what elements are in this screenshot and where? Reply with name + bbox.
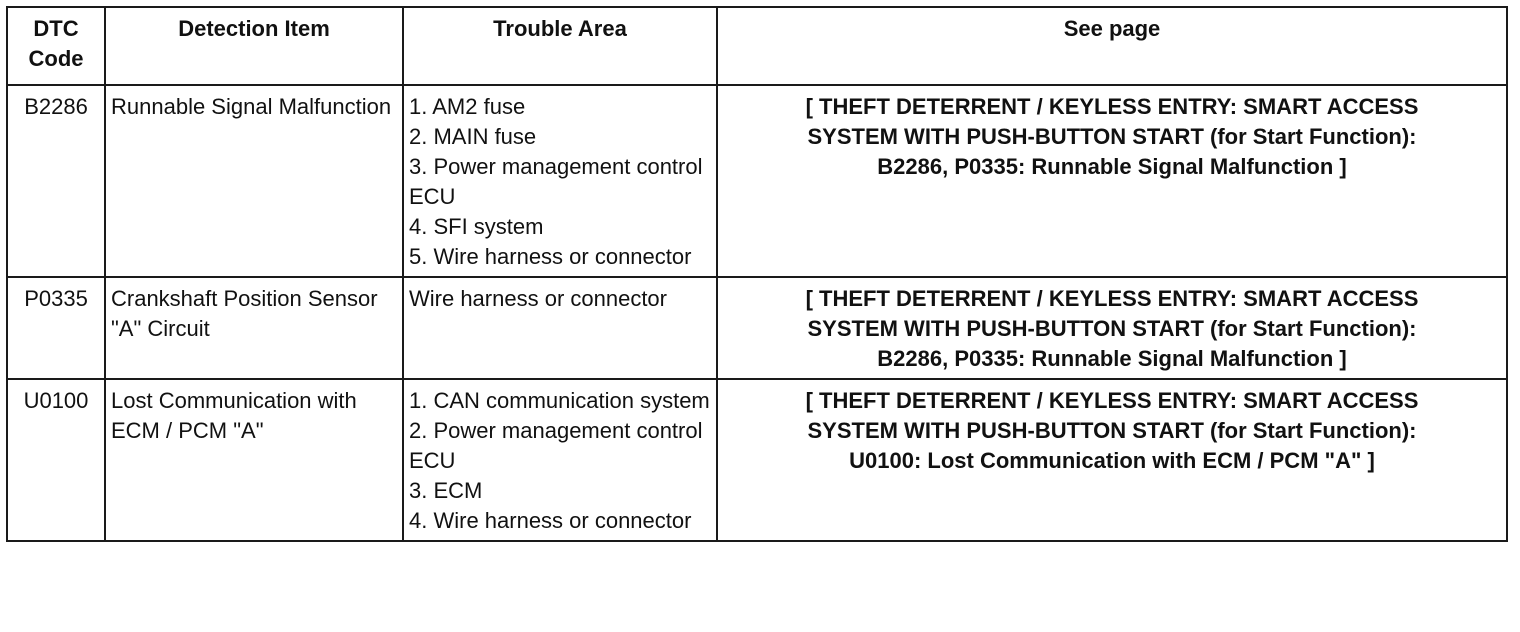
- see-page-line: SYSTEM WITH PUSH-BUTTON START (for Start Function):: [807, 418, 1417, 443]
- detection-item-cell: Runnable Signal Malfunction: [105, 85, 403, 277]
- trouble-area-item: 2. Power management control ECU: [409, 418, 703, 473]
- see-page-line: B2286, P0335: Runnable Signal Malfunction ]: [877, 154, 1347, 179]
- detection-item-cell: Crankshaft Position Sensor "A" Circuit: [105, 277, 403, 379]
- trouble-area-item: 1. AM2 fuse: [409, 94, 526, 119]
- dtc-code-cell: U0100: [7, 379, 105, 541]
- see-page-line: SYSTEM WITH PUSH-BUTTON START (for Start Function):: [807, 316, 1417, 341]
- header-trouble-area: Trouble Area: [403, 7, 717, 85]
- see-page-link[interactable]: [717, 379, 1507, 541]
- trouble-area-cell: [403, 379, 717, 541]
- dtc-code-cell: B2286: [7, 85, 105, 277]
- see-page-link[interactable]: [717, 277, 1507, 379]
- see-page-line: [ THEFT DETERRENT / KEYLESS ENTRY: SMART ACCESS: [805, 388, 1419, 413]
- dtc-table: [6, 6, 1508, 542]
- see-page-link[interactable]: [717, 85, 1507, 277]
- see-page-line: [ THEFT DETERRENT / KEYLESS ENTRY: SMART ACCESS: [805, 94, 1419, 119]
- dtc-table-container: [6, 6, 1506, 542]
- trouble-area-item: 2. MAIN fuse: [409, 124, 537, 149]
- trouble-area-item: 5. Wire harness or connector: [409, 244, 692, 269]
- header-row: [7, 7, 1507, 85]
- table-row: [7, 85, 1507, 277]
- detection-item-cell: Lost Communication with ECM / PCM "A": [105, 379, 403, 541]
- trouble-area-item: Wire harness or connector: [409, 286, 667, 311]
- header-see-page: See page: [717, 7, 1507, 85]
- see-page-line: SYSTEM WITH PUSH-BUTTON START (for Start Function):: [807, 124, 1417, 149]
- trouble-area-item: 3. Power management control ECU: [409, 154, 703, 209]
- header-dtc-code: DTC Code: [7, 7, 105, 85]
- trouble-area-item: 1. CAN communication system: [409, 388, 710, 413]
- table-row: [7, 277, 1507, 379]
- table-row: [7, 379, 1507, 541]
- trouble-area-item: 4. SFI system: [409, 214, 544, 239]
- dtc-code-cell: P0335: [7, 277, 105, 379]
- trouble-area-cell: [403, 85, 717, 277]
- trouble-area-cell: [403, 277, 717, 379]
- header-detection-item: Detection Item: [105, 7, 403, 85]
- see-page-line: [ THEFT DETERRENT / KEYLESS ENTRY: SMART ACCESS: [805, 286, 1419, 311]
- trouble-area-item: 4. Wire harness or connector: [409, 508, 692, 533]
- see-page-line: U0100: Lost Communication with ECM / PCM "A" ]: [849, 448, 1375, 473]
- see-page-line: B2286, P0335: Runnable Signal Malfunction ]: [877, 346, 1347, 371]
- trouble-area-item: 3. ECM: [409, 478, 483, 503]
